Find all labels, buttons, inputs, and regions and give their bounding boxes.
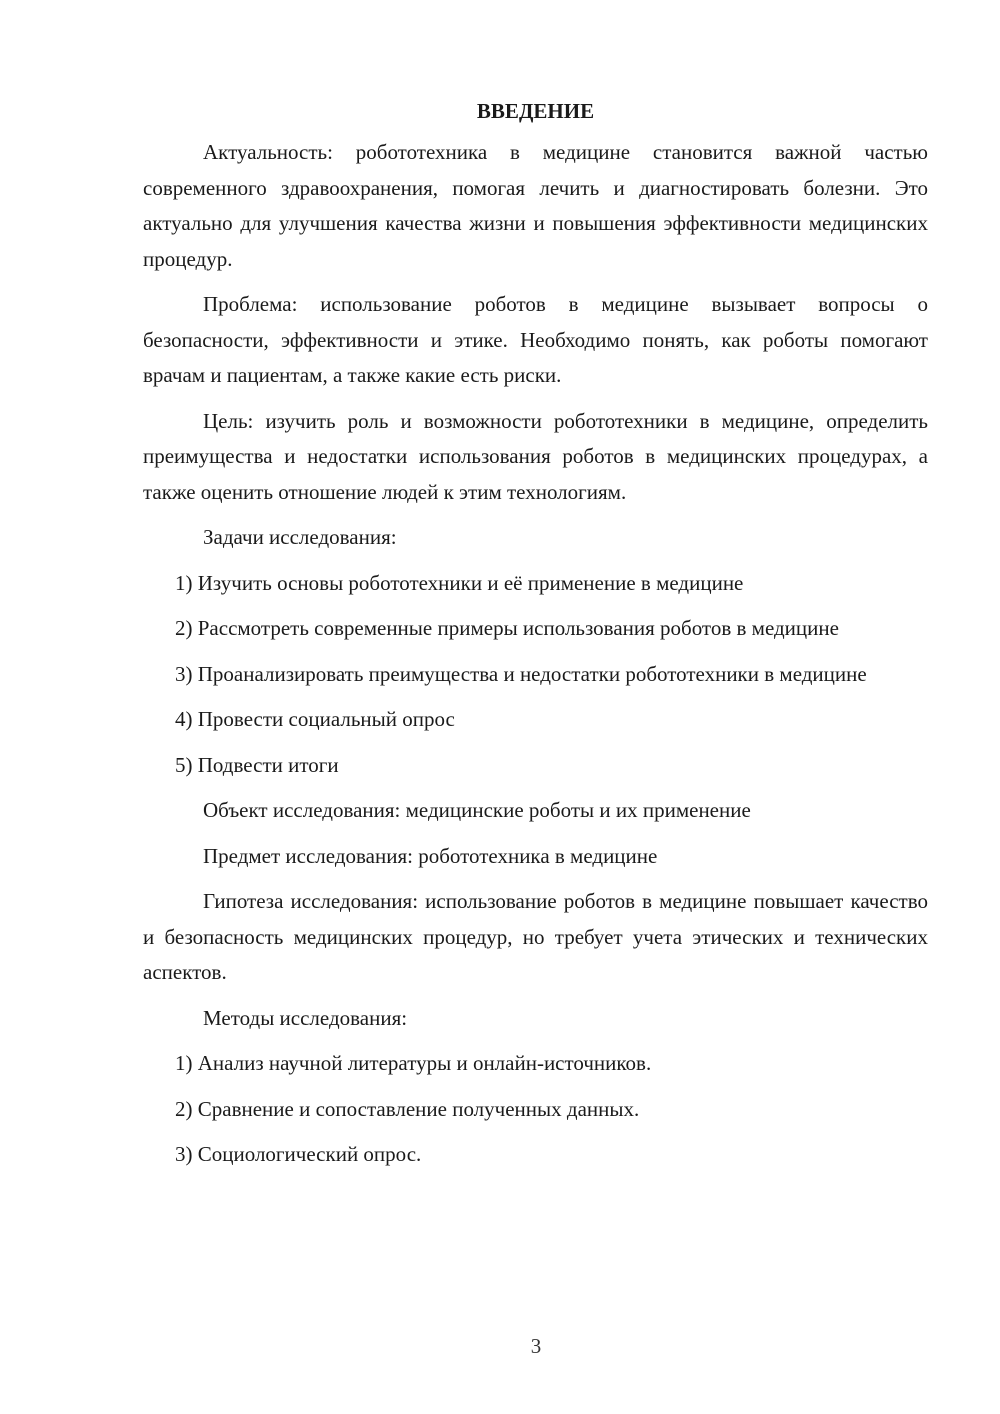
paragraph-problem: Проблема: использование роботов в медицине вызывает вопросы о безопасности, эффективности и этике. Необходимо понять, как роботы помогают врачам и пациентам, а также какие есть риски. [143,292,928,387]
list-item-task: 3) Проанализировать преимущества и недостатки робототехники в медицине [175,661,867,686]
list-item-method: 3) Социологический опрос. [175,1142,422,1166]
list-item-method: 2) Сравнение и сопоставление полученных данных. [175,1096,640,1121]
paragraph-subject: Предмет исследования: робототехника в медицине [203,843,658,868]
paragraph-goal: Цель: изучить роль и возможности робототехники в медицине, определить преимущества и недостатки использования роботов в медицинских процедурах, а также оценить отношение людей к этим технологиям. [143,408,928,504]
methods-title: Методы исследования: [203,1005,408,1030]
paragraph-object: Объект исследования: медицинские роботы и их применение [203,798,751,822]
document-page [143,96,928,1183]
paragraph-hypothesis: Гипотеза исследования: использование роботов в медицине повышает качество и безопасность медицинских процедур, но требует учета этических и технических аспектов. [143,889,928,984]
section-heading: ВВЕДЕНИЕ [476,99,595,123]
list-item-task: 5) Подвести итоги [175,752,339,777]
list-item-method: 1) Анализ научной литературы и онлайн-источников. [175,1051,652,1075]
list-item-task: 2) Рассмотреть современные примеры использования роботов в медицине [175,616,839,640]
list-item-task: 1) Изучить основы робототехники и её применение в медицине [175,570,744,595]
tasks-title: Задачи исследования: [203,525,397,549]
paragraph-relevance: Актуальность: робототехника в медицине становится важной частью современного здравоохранения, помогая лечить и диагностировать болезни. Это актуально для улучшения качества жизни и повышения эффективности медицинских процедур. [143,140,928,271]
list-item-task: 4) Провести социальный опрос [175,707,455,731]
page-number: 3 [530,1334,542,1358]
